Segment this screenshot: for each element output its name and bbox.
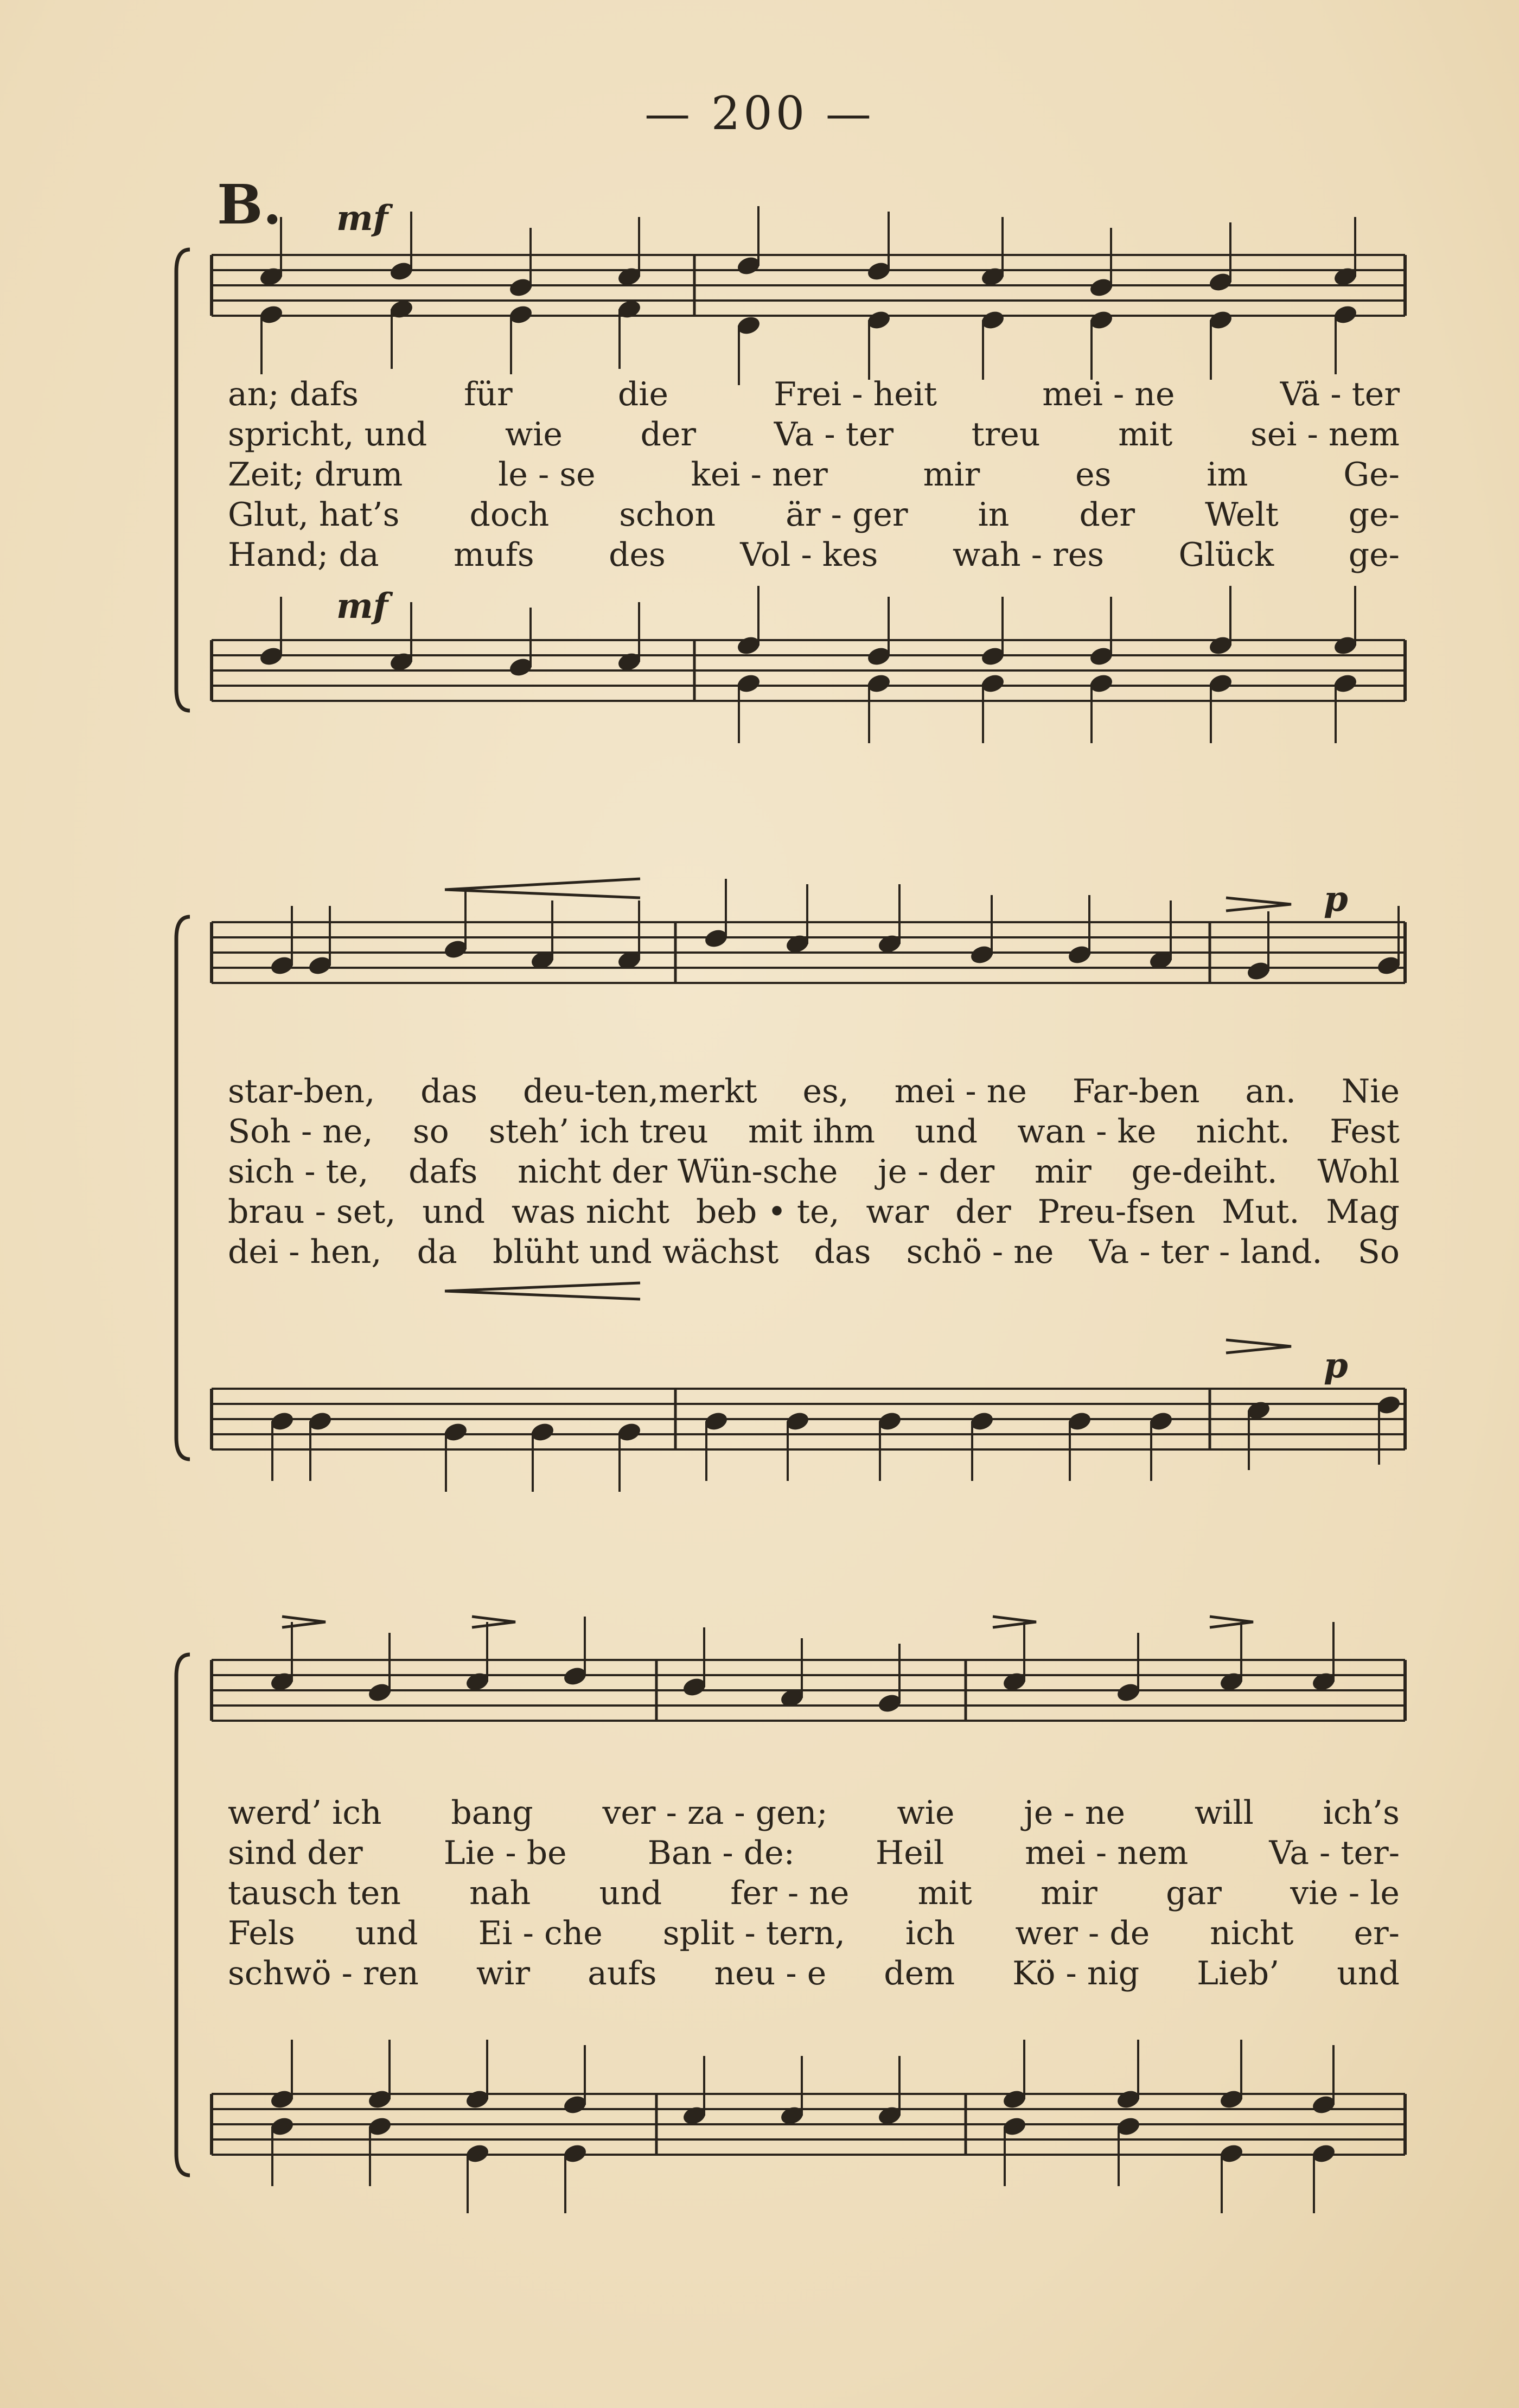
lyric-syllable: nah [469,1874,531,1912]
lyric-syllable: nicht. [1196,1113,1290,1151]
lyric-syllable: Va - ter- [1269,1834,1400,1872]
lyric-syllable: Mag [1326,1193,1400,1231]
lyric-line [228,1913,1400,1953]
lyric-syllable: wer - de [1015,1914,1150,1952]
lyric-syllable: Frei - heit [774,375,937,413]
lyric-syllable: Nie [1341,1072,1400,1110]
lyric-syllable: was nicht [511,1193,670,1231]
lyric-syllable: Vol - kes [740,536,878,574]
lyric-syllable: mit [1118,416,1173,454]
accent-mark [1226,1340,1291,1353]
lyric-syllable: Fels [228,1914,295,1952]
lyric-syllable: ge- [1348,536,1400,574]
lyric-line [228,374,1400,414]
lyric-syllable: sind der [228,1834,363,1872]
lyric-syllable: bang [451,1794,533,1832]
lyric-syllable: Fest [1330,1113,1400,1151]
lyric-syllable: für [464,375,513,413]
lyric-syllable: beb • te, [695,1193,840,1231]
lyric-syllable: wan - ke [1017,1113,1157,1151]
lyric-line [228,1833,1400,1873]
lyric-syllable: Lieb’ [1197,1954,1280,1992]
lyric-syllable: Welt [1205,496,1279,534]
lyric-syllable: deu-ten,merkt [522,1072,757,1110]
lyric-syllable: an. [1245,1072,1296,1110]
lyric-syllable: schwö - ren [228,1954,419,1992]
lyric-syllable: Glück [1178,536,1274,574]
lyric-syllable: das [814,1233,871,1271]
system-brace [176,1655,190,2175]
lyric-syllable: steh’ ich treu [489,1113,709,1151]
lyric-line [228,1192,1400,1232]
section-label: B. [217,173,282,237]
dynamic-p-upper: p [1324,879,1348,919]
dynamic-mf-upper: mf [336,198,388,239]
lyric-line [228,495,1400,535]
lyric-syllable: Preu-fsen [1037,1193,1196,1231]
lyric-syllable: an; dafs [228,375,359,413]
lyric-syllable: mei - nem [1025,1834,1189,1872]
lyric-syllable: mir [923,456,980,494]
dynamic-p-lower: p [1324,1345,1348,1386]
lyric-syllable: das [420,1072,478,1110]
lyric-syllable: im [1207,456,1248,494]
lyric-syllable: wie [505,416,563,454]
lyric-syllable: Zeit; drum [228,456,403,494]
lyric-syllable: Glut, hat’s [228,496,400,534]
lyric-syllable: der [955,1193,1011,1231]
lyric-syllable: Va - ter - land. [1089,1233,1323,1271]
lyric-syllable: blüht und wächst [493,1233,779,1271]
lyric-syllable: mei - ne [894,1072,1027,1110]
lyric-syllable: sich - te, [228,1153,369,1191]
lyric-syllable: Heil [875,1834,944,1872]
lyric-syllable: wir [476,1954,531,1992]
accent-mark [1210,1617,1253,1627]
lyric-syllable: will [1194,1794,1254,1832]
lyric-syllable: und [355,1914,418,1952]
lyric-syllable: fer - ne [730,1874,850,1912]
lyric-syllable: mir [1035,1153,1092,1191]
lyric-syllable: Kö - nig [1012,1954,1140,1992]
lyric-syllable: wie [897,1794,955,1832]
lyric-syllable: werd’ ich [228,1794,382,1832]
crescendo-hairpin [445,879,640,898]
lyric-syllable: schon [619,496,716,534]
system-brace [176,917,190,1459]
lyric-syllable: Far-ben [1072,1072,1200,1110]
lyric-syllable: die [617,375,668,413]
lyric-syllable: nicht der Wün-sche [518,1153,838,1191]
lyric-syllable: dem [884,1954,955,1992]
lyric-syllable: tausch ten [228,1874,401,1912]
lyric-syllable: Vä - ter [1280,375,1400,413]
lyric-syllable: wah - res [952,536,1105,574]
lyric-syllable: Ei - che [478,1914,603,1952]
lyric-syllable: nicht [1210,1914,1294,1952]
lyric-syllable: ich [905,1914,955,1952]
lyric-syllable: Wohl [1317,1153,1400,1191]
lyric-syllable: star-ben, [228,1072,375,1110]
lyric-syllable: spricht, und [228,416,427,454]
lyric-syllable: in [978,496,1010,534]
lyric-syllable: mei - ne [1042,375,1175,413]
lyric-syllable: je - der [878,1153,995,1191]
lyric-syllable: doch [469,496,550,534]
lyric-syllable: So [1357,1233,1400,1271]
lyric-syllable: der [1079,496,1135,534]
lyric-syllable: und [599,1874,662,1912]
accent-mark [282,1617,326,1627]
lyric-line [228,1112,1400,1152]
lyric-line [228,455,1400,495]
accent-mark [1226,898,1291,911]
lyric-syllable: mufs [454,536,534,574]
accent-mark [993,1617,1036,1627]
page-number: — 200 — [644,87,875,140]
lyric-syllable: neu - e [714,1954,827,1992]
lyric-syllable: es, [802,1072,849,1110]
lyric-syllable: vie - le [1290,1874,1400,1912]
lyric-syllable: der [640,416,697,454]
lyric-line [228,1071,1400,1112]
dynamic-mf-lower: mf [336,586,388,627]
system-brace [176,250,190,711]
lyric-syllable: sei - nem [1250,416,1400,454]
lyrics-system-2 [228,1071,1400,1272]
lyric-syllable: schö - ne [906,1233,1054,1271]
lyric-syllable: Soh - ne, [228,1113,373,1151]
lyric-line [228,414,1400,455]
lyric-line [228,1232,1400,1272]
lyric-syllable: mit ihm [748,1113,875,1151]
lyric-syllable: des [609,536,666,574]
lyric-syllable: aufs [588,1954,657,1992]
lyric-syllable: dei - hen, [228,1233,382,1271]
lyric-syllable: so [412,1113,449,1151]
lyric-syllable: treu [971,416,1041,454]
lyric-line [228,1953,1400,1994]
lyric-syllable: und [422,1193,485,1231]
lyrics-system-1 [228,374,1400,575]
lyric-syllable: war [866,1193,929,1231]
lyric-syllable: kei - ner [691,456,828,494]
lyric-syllable: da [417,1233,457,1271]
lyric-syllable: je - ne [1024,1794,1125,1832]
lyric-line [228,1152,1400,1192]
lyric-syllable: Ban - de: [647,1834,795,1872]
lyric-syllable: Hand; da [228,536,379,574]
lyric-syllable: Mut. [1222,1193,1300,1231]
lyric-line [228,1873,1400,1913]
lyric-line [228,535,1400,575]
lyric-syllable: är - ger [786,496,908,534]
lyric-syllable: mir [1041,1874,1097,1912]
lyric-syllable: und [1337,1954,1400,1992]
lyric-syllable: es [1075,456,1112,494]
lyric-line [228,1793,1400,1833]
lyric-syllable: mit [917,1874,972,1912]
accent-mark [472,1617,515,1627]
lyric-syllable: ich’s [1323,1794,1400,1832]
lyric-syllable: ver - za - gen; [602,1794,828,1832]
lyric-syllable: Lie - be [443,1834,567,1872]
lyric-syllable: ge- [1348,496,1400,534]
crescendo-hairpin [445,1283,640,1299]
lyric-syllable: Ge- [1343,456,1400,494]
lyric-syllable: gar [1166,1874,1222,1912]
lyric-syllable: brau - set, [228,1193,396,1231]
lyric-syllable: dafs [409,1153,478,1191]
lyric-syllable: und [915,1113,978,1151]
lyric-syllable: split - tern, [662,1914,845,1952]
lyric-syllable: ge-deiht. [1131,1153,1278,1191]
lyric-syllable: er- [1354,1914,1400,1952]
lyric-syllable: Va - ter [774,416,894,454]
lyrics-system-3 [228,1793,1400,1994]
lyric-syllable: le - se [498,456,596,494]
